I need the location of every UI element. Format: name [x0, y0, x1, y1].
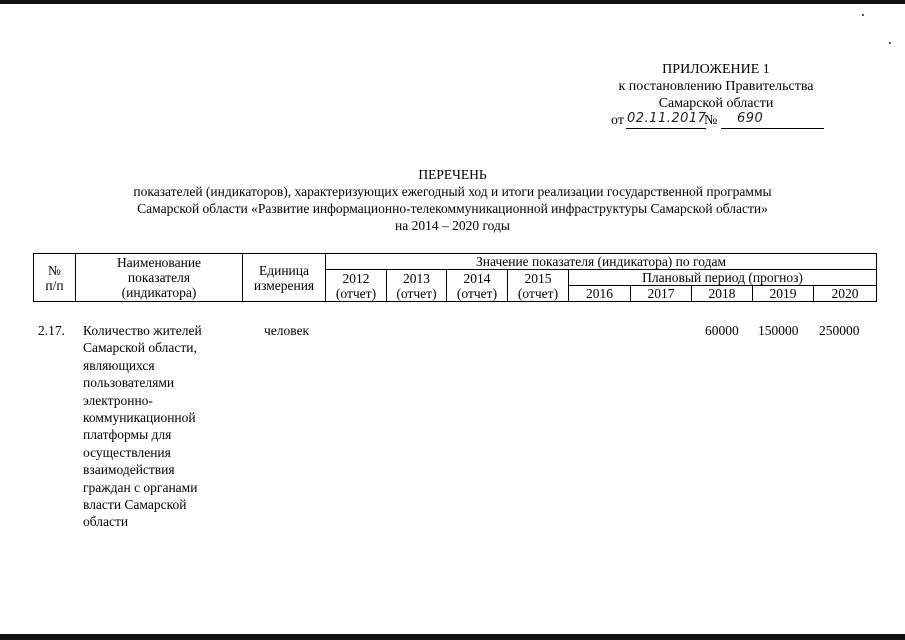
- appendix-line: Самарской области: [658, 96, 774, 111]
- appendix-header: [596, 61, 836, 112]
- header-values-group: Значение показателя (индикатора) по годам: [326, 254, 877, 270]
- title-heading: ПЕРЕЧЕНЬ: [418, 167, 487, 182]
- appendix-line: к постановлению Правительства: [618, 79, 814, 94]
- number-underline: [721, 128, 824, 129]
- handwritten-date: 02.11.2017: [627, 111, 707, 126]
- header-year-2014: 2014 (отчет): [447, 270, 508, 302]
- scan-edge-bottom: [0, 634, 905, 640]
- value-2020: 250000: [819, 323, 860, 338]
- appendix-line: ПРИЛОЖЕНИЕ 1: [662, 62, 770, 77]
- title-line: показателей (индикаторов), характеризующих ежегодный ход и итоги реализации государственной программы: [133, 184, 772, 199]
- header-year-2012: 2012 (отчет): [326, 270, 387, 302]
- header-unit: Единица измерения: [243, 254, 326, 302]
- handwritten-number: 690: [737, 111, 764, 126]
- scan-speck: [889, 42, 891, 44]
- date-underline: [626, 128, 706, 129]
- header-year-2016: 2016: [569, 286, 631, 302]
- header-num: № п/п: [34, 254, 76, 302]
- scan-edge-top: [0, 0, 905, 4]
- scan-speck: [862, 14, 864, 16]
- document-title: [0, 166, 905, 234]
- resolution-date-number: [611, 112, 826, 129]
- title-line: на 2014 – 2020 годы: [395, 218, 510, 233]
- value-2019: 150000: [758, 323, 799, 338]
- header-year-2019: 2019: [753, 286, 814, 302]
- header-year-2015: 2015 (отчет): [508, 270, 569, 302]
- header-year-2017: 2017: [631, 286, 692, 302]
- row-number: 2.17.: [38, 323, 65, 338]
- number-prefix: №: [704, 113, 718, 128]
- title-line: Самарской области «Развитие информационно-телекоммуникационной инфраструктуры Самарской области»: [137, 201, 768, 216]
- date-prefix: от: [611, 113, 624, 128]
- indicator-name: Количество жителей Самарской области, являющихся пользователями электронно- коммуникационной платформы для осуществления взаимодействия граждан с органами власти Самарской области: [83, 323, 202, 530]
- header-name: Наименование показателя (индикатора): [76, 254, 243, 302]
- header-year-2018: 2018: [692, 286, 753, 302]
- header-year-2013: 2013 (отчет): [387, 270, 447, 302]
- unit-cell: человек: [264, 323, 310, 338]
- value-2018: 60000: [705, 323, 739, 338]
- header-plan-group: Плановый период (прогноз): [569, 270, 877, 286]
- indicators-table-header: [33, 253, 877, 302]
- header-year-2020: 2020: [814, 286, 877, 302]
